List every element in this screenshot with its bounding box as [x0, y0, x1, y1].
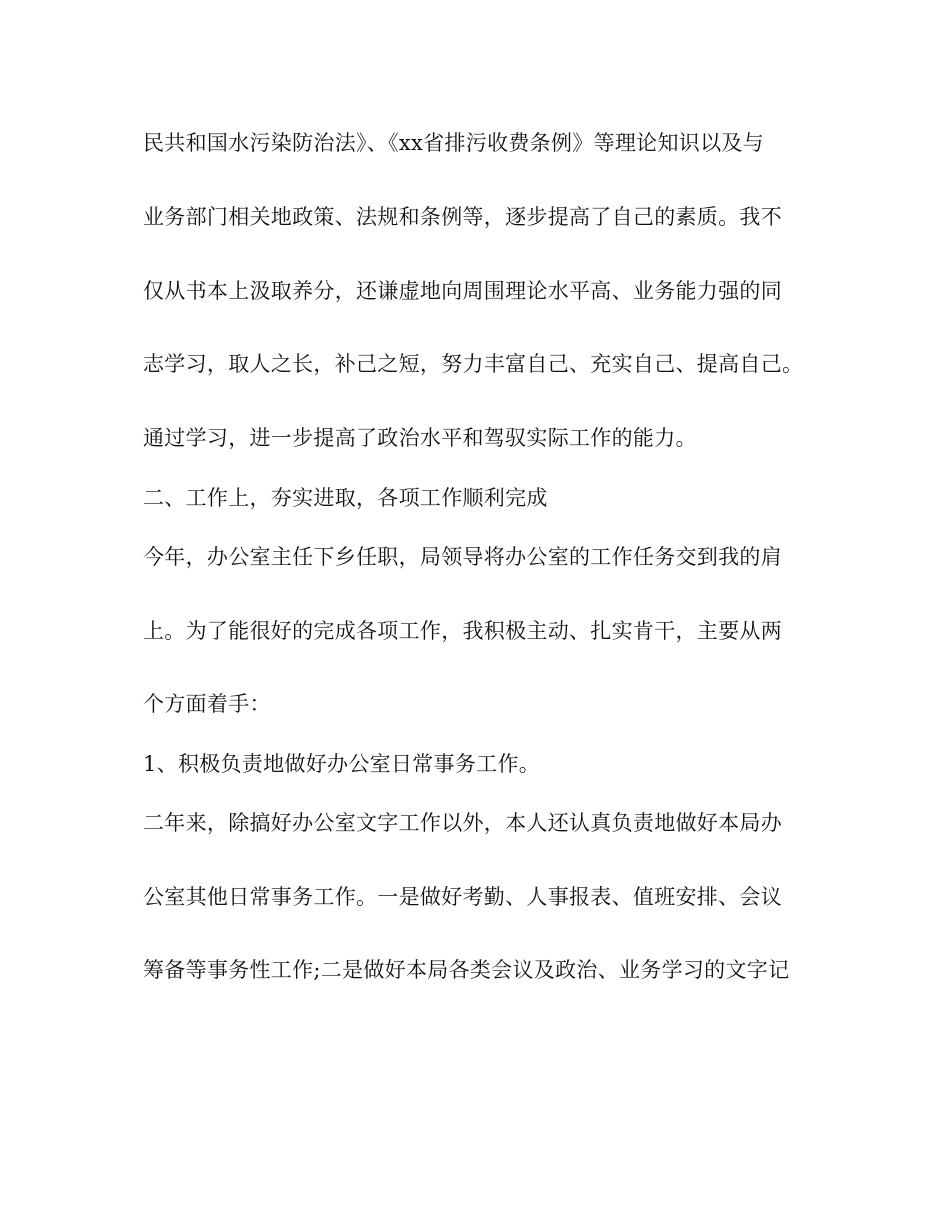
- paragraph-line-3: 仅从书本上汲取养分，还谦虚地向周围理论水平高、业务能力强的同: [143, 279, 782, 303]
- paragraph-line-7: 上。为了能很好的完成各项工作，我积极主动、扎实肯干，主要从两: [143, 619, 782, 643]
- paragraph-line-10: 公室其他日常事务工作。一是做好考勤、人事报表、值班安排、会议: [143, 885, 782, 909]
- paragraph-line-11: 筹备等事务性工作;二是做好本局各类会议及政治、业务学习的文字记: [143, 958, 790, 982]
- paragraph-line-6: 今年，办公室主任下乡任职，局领导将办公室的工作任务交到我的肩: [143, 545, 782, 569]
- paragraph-line-2: 业务部门相关地政策、法规和条例等，逐步提高了自己的素质。我不: [143, 205, 782, 229]
- paragraph-line-8: 个方面着手：: [143, 692, 271, 716]
- subsection-heading: 1、积极负责地做好办公室日常事务工作。: [143, 752, 541, 776]
- paragraph-line-9: 二年来，除搞好办公室文字工作以外，本人还认真负责地做好本局办: [143, 811, 782, 835]
- paragraph-line-4: 志学习，取人之长，补己之短，努力丰富自己、充实自己、提高自己。: [143, 352, 804, 376]
- section-heading: 二、工作上，夯实进取，各项工作顺利完成: [143, 486, 548, 510]
- paragraph-line-5: 通过学习，进一步提高了政治水平和驾驭实际工作的能力。: [143, 426, 697, 450]
- paragraph-line-1: 民共和国水污染防治法》、《xx省排污收费条例》等理论知识以及与: [143, 131, 764, 155]
